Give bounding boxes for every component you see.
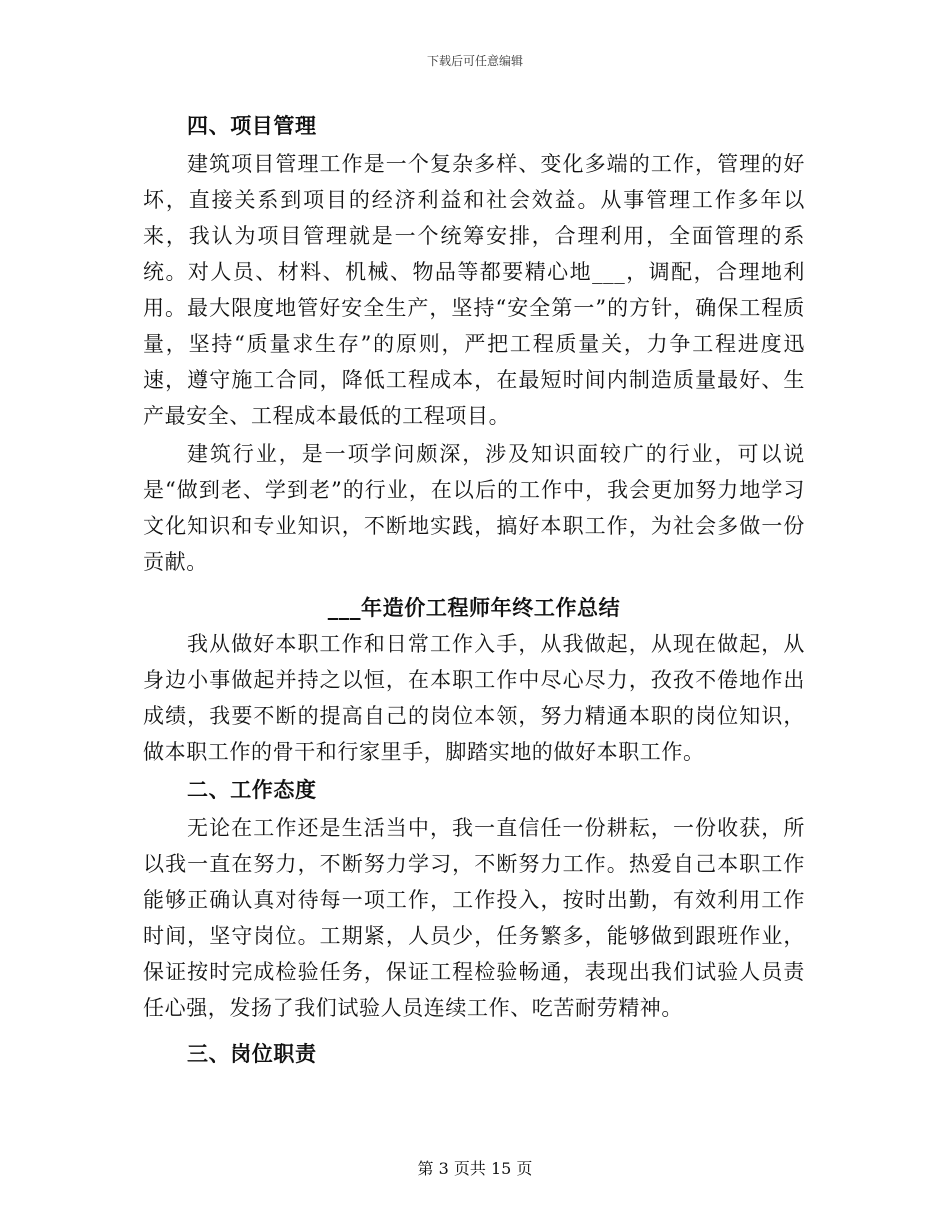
section-heading-work-attitude: 二、工作态度 <box>187 777 317 802</box>
document-body <box>143 108 805 1072</box>
paragraph-intro: 我从做好本职工作和日常工作入手，从我做起，从现在做起，从身边小事做起并持之以恒，在本职工作中尽心尽力，孜孜不倦地作出成绩，我要不断的提高自己的岗位本领，努力精通本职的岗位知识，做本职工作的骨干和行家里手，脚踏实地的做好本职工作。 <box>143 632 805 764</box>
paragraph-construction-industry: 建筑行业，是一项学问颇深，涉及知识面较广的行业，可以说是“做到老、学到老”的行业，在以后的工作中，我会更加努力地学习文化知识和专业知识，不断地实践，搞好本职工作，为社会多做一份贡献。 <box>143 442 805 574</box>
document-title: ___年造价工程师年终工作总结 <box>327 595 621 620</box>
section-heading-job-duties: 三、岗位职责 <box>187 1041 317 1066</box>
paragraph-project-management: 建筑项目管理工作是一个复杂多样、变化多端的工作，管理的好坏，直接关系到项目的经济利益和社会效益。从事管理工作多年以来，我认为项目管理就是一个统筹安排，合理利用，全面管理的系统。对人员、材料、机械、物品等都要精心地___，调配，合理地利用。最大限度地管好安全生产，坚持“安全第一”的方针，确保工程质量，坚持“质量求生存”的原则，严把工程质量关，力争工程进度迅速，遵守施工合同，降低工程成本，在最短时间内制造质量最好、生产最安全、工程成本最低的工程项目。 <box>143 152 805 428</box>
section-heading-project-management: 四、项目管理 <box>187 113 317 138</box>
paragraph-work-attitude: 无论在工作还是生活当中，我一直信任一份耕耘，一份收获，所以我一直在努力，不断努力学习，不断努力工作。热爱自己本职工作能够正确认真对待每一项工作，工作投入，按时出勤，有效利用工作时间，坚守岗位。工期紧，人员少，任务繁多，能够做到跟班作业，保证按时完成检验任务，保证工程检验畅通，表现出我们试验人员责任心强，发扬了我们试验人员连续工作、吃苦耐劳精神。 <box>143 816 805 1020</box>
page-footer: 第 3 页共 15 页 <box>417 1159 533 1178</box>
page-header: 下载后可任意编辑 <box>426 54 523 68</box>
